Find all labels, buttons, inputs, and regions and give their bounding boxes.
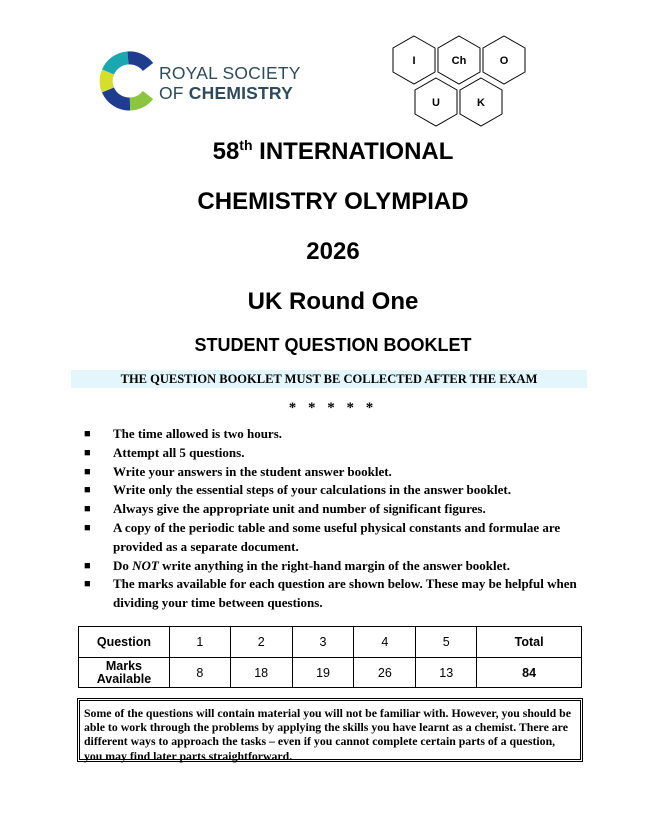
rsc-logo-line1: ROYAL SOCIETY [159,63,301,83]
rule-text-pre: Do [113,557,133,573]
question-number: 2 [230,627,292,658]
list-item [84,519,604,557]
rule-text: A copy of the periodic table and some useful physical constants and formulae are provided as a separate document. [113,519,561,554]
instructions-list [84,425,604,613]
hex-label-2: Ch [451,55,467,67]
bullet-icon: ■ [84,428,91,440]
list-item [84,557,604,576]
table-row [79,658,582,688]
list-item [84,481,604,500]
bullet-icon: ■ [84,559,91,572]
title-edition [0,138,666,166]
marks-value: 19 [292,658,354,688]
booklet-subtitle: STUDENT QUESTION BOOKLET [194,335,472,355]
bullet-icon: ■ [84,578,91,591]
rule-text-emphasis: NOT [132,557,159,573]
edition-number: 58 [212,138,240,165]
question-number: 1 [169,627,230,658]
list-item [84,425,604,444]
edition-suffix: th [239,137,253,153]
marks-total: 84 [477,658,582,688]
bullet-icon: ■ [84,465,91,478]
rsc-logo-mark-icon [98,50,158,112]
question-header: Question [79,627,170,658]
rule-text: Always give the appropriate unit and number of significant figures. [113,501,486,517]
marks-label-line2: Available [96,671,152,686]
marks-available-label [79,658,170,688]
marks-value: 26 [354,658,416,688]
hex-label-1: I [412,55,416,67]
collection-banner: THE QUESTION BOOKLET MUST BE COLLECTED AFTER THE EXAM [71,370,587,388]
rule-text: The marks available for each question are shown below. These may be helpful when dividing your time between questions. [113,576,577,611]
rule-text: Attempt all 5 questions. [113,444,245,460]
bullet-icon: ■ [84,484,91,497]
table-row [79,627,582,658]
rsc-logo-line2-prefix: OF [159,83,189,103]
bullet-icon: ■ [84,503,91,516]
star-separator: * * * * * [288,400,378,416]
list-item [84,575,604,613]
rule-text: Write only the essential steps of your calculations in the answer booklet. [113,482,511,498]
list-item [84,444,604,463]
rsc-logo-line2 [159,83,293,104]
rsc-logo-line2-bold: CHEMISTRY [188,83,293,103]
marks-label-line1: Marks [105,658,143,673]
rule-text: Write your answers in the student answer booklet. [113,463,392,479]
advice-note-box: Some of the questions will contain material you will not be familiar with. However, you should be able to work through the problems by applying the skills you have learnt as a chemist. There are different ways to approach the tasks – even if you cannot complete certain parts of a question, you may find later parts straightforward. [77,698,583,762]
list-item [84,500,604,519]
title-year: 2026 [306,238,360,265]
marks-value: 18 [230,658,292,688]
rsc-logo [98,50,318,112]
edition-rest: INTERNATIONAL [252,138,454,165]
bullet-icon: ■ [84,521,91,534]
hex-label-3: O [499,55,509,67]
icho-uk-hexagon-logo [390,34,530,129]
marks-value: 13 [416,658,477,688]
question-number: 3 [292,627,354,658]
question-number: 4 [354,627,416,658]
list-item [84,463,604,482]
question-number: 5 [416,627,477,658]
marks-value: 8 [169,658,230,688]
hex-label-5: K [477,97,485,109]
rule-text-post: write anything in the right-hand margin of the answer booklet. [158,557,510,573]
rule-text: The time allowed is two hours. [113,426,282,441]
hex-label-4: U [432,97,440,109]
total-header: Total [477,627,582,658]
title-olympiad: CHEMISTRY OLYMPIAD [197,188,469,215]
marks-table [78,626,582,688]
bullet-icon: ■ [84,446,91,459]
title-round: UK Round One [247,288,419,315]
